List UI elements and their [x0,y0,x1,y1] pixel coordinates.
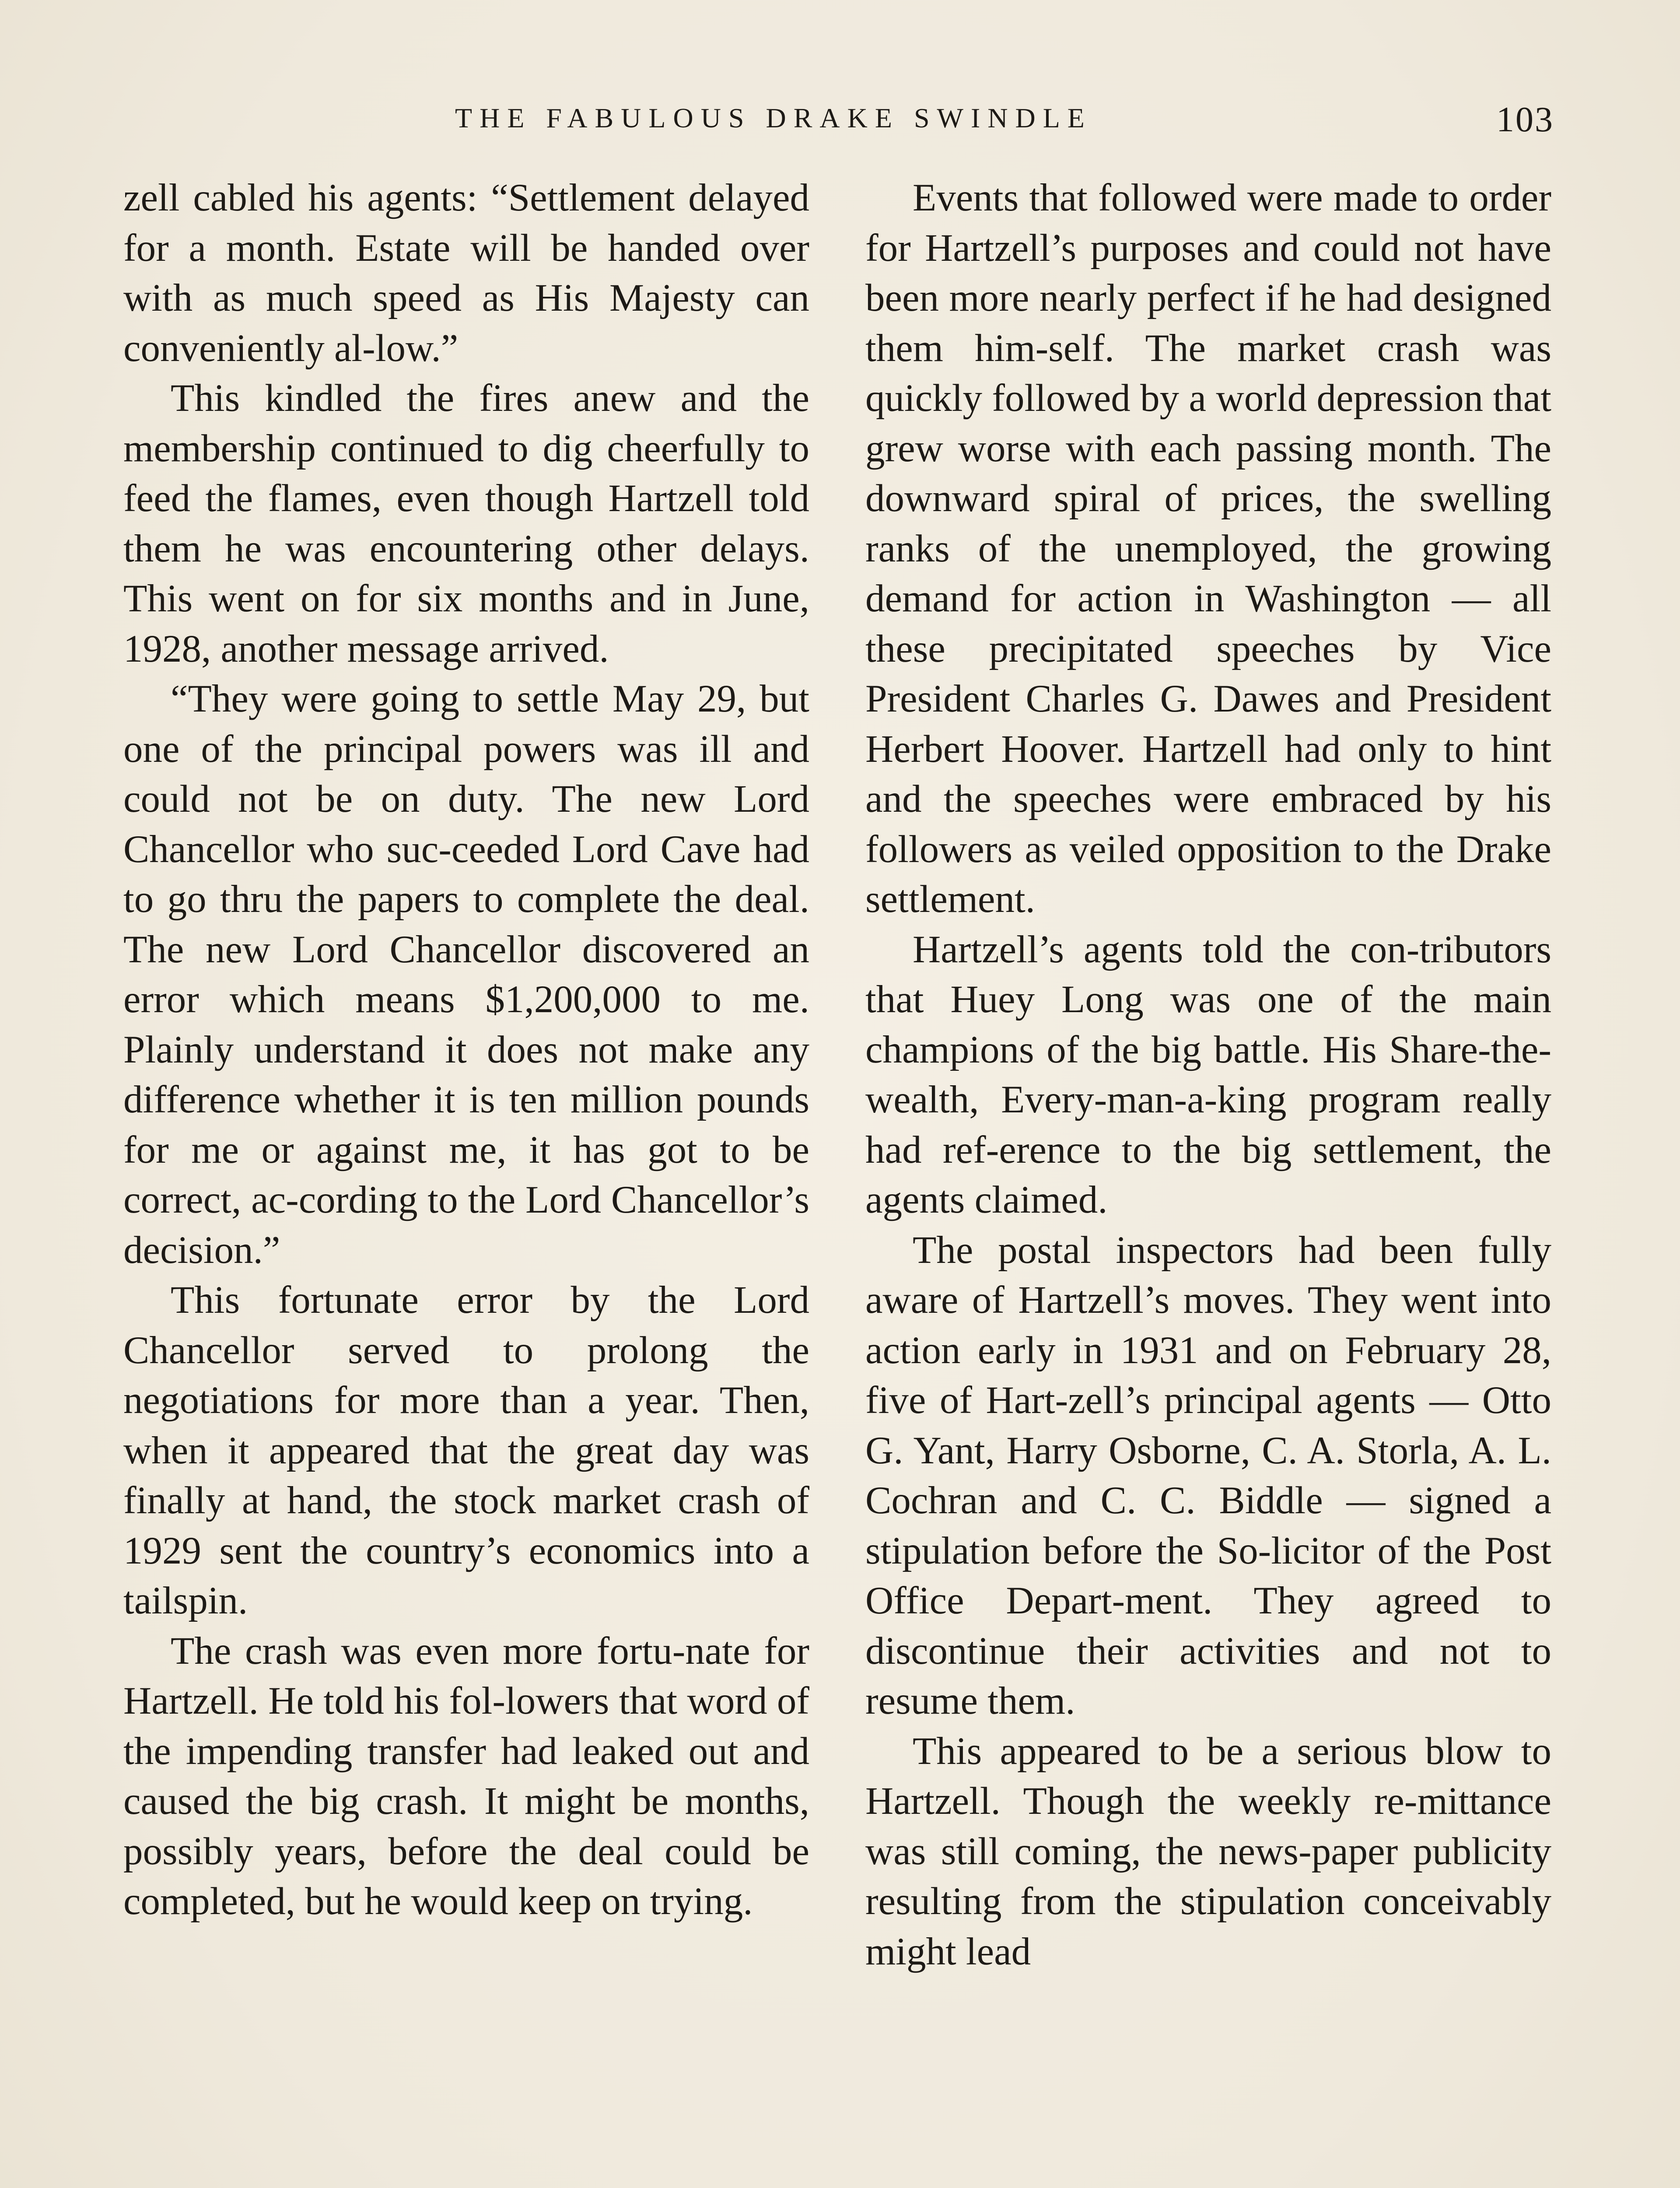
paragraph: This kindled the fires anew and the membership continued to dig cheerfully to feed the flames, even though Hartzell told them he was encountering other delays. This went on for six months and in June, 1928, another message arrived. [123,377,809,670]
paragraph: This fortunate error by the Lord Chancellor served to prolong the negotiations for more than a year. Then, when it appeared that the great day was finally at hand, the stock market crash of 1929 sent the country’s economics into a tailspin. [123,1279,809,1622]
page-number: 103 [1496,99,1554,139]
running-head: THE FABULOUS DRAKE SWINDLE [455,102,1092,133]
paragraph: This appeared to be a serious blow to Hartzell. Though the weekly re-mittance was still coming, the news-paper publicity resulting from the stipulation conceivably might lead [865,1729,1551,1973]
paragraph: Hartzell’s agents told the con-tributors that Huey Long was one of the main champions of the big battle. His Share-the-wealth, Every-man-a-king program really had ref-erence to the big settlement, the agents claimed. [865,928,1551,1221]
left-column [123,173,809,1927]
paragraph: “They were going to settle May 29, but one of the principal powers was ill and could not be on duty. The new Lord Chancellor who suc-ceeded Lord Cave had to go thru the papers to complete the deal. The new Lord Chancellor discovered an error which means $1,200,000 to me. Plainly understand it does not make any difference whether it is ten million pounds for me or against me, it has got to be correct, ac-cording to the Lord Chancellor’s decision.” [123,677,809,1272]
right-column [865,173,1551,1977]
paragraph: The postal inspectors had been fully aware of Hartzell’s moves. They went into action early in 1931 and on February 28, five of Hart-zell’s principal agents — Otto G. Yant, Harry Osborne, C. A. Storla, A. L. Cochran and C. C. Biddle — signed a stipulation before the So-licitor of the Post Office Depart-ment. They agreed to discontinue their activities and not to resume them. [865,1228,1551,1722]
paragraph: The crash was even more fortu-nate for Hartzell. He told his fol-lowers that word of the impending transfer had leaked out and caused the big crash. It might be months, possibly years, before the deal could be completed, but he would keep on trying. [123,1629,809,1923]
paragraph: zell cabled his agents: “Settlement delayed for a month. Estate will be handed over with as much speed as His Majesty can conveniently al-low.” [123,176,809,370]
paragraph: Events that followed were made to order for Hartzell’s purposes and could not have been more nearly perfect if he had designed them him-self. The market crash was quickly followed by a world depression that grew worse with each passing month. The downward spiral of prices, the swelling ranks of the unemployed, the growing demand for action in Washington — all these precipitated speeches by Vice President Charles G. Dawes and President Herbert Hoover. Hartzell had only to hint and the speeches were embraced by his followers as veiled opposition to the Drake settlement. [865,176,1551,921]
